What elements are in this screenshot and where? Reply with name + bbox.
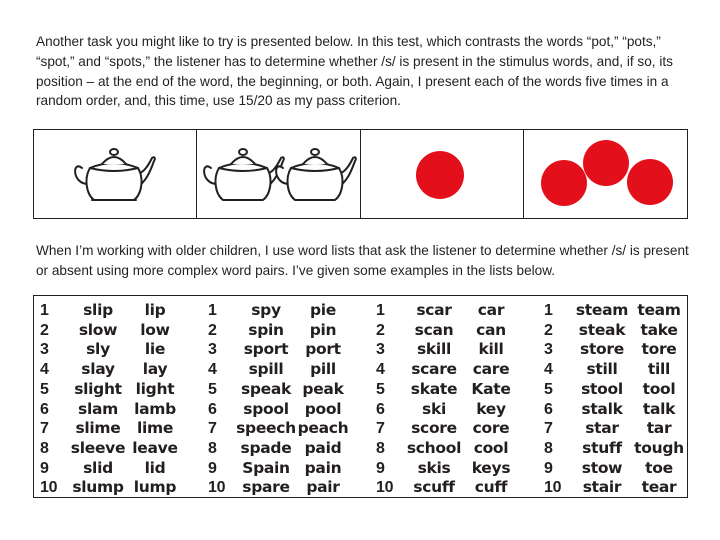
item-number: 5 [208,380,217,398]
s-word: sleeve [70,438,126,457]
pair-word: peach [297,419,349,438]
table-row [34,459,687,479]
pair-word: port [305,340,341,359]
word-list-table [33,295,688,498]
red-dot-icon [627,159,673,205]
pair-word: low [140,320,170,339]
table-row [34,360,687,380]
item-number: 9 [376,459,385,477]
s-word: skill [417,340,451,359]
intro-paragraph: Another task you might like to try is presented below. In this test, which contrasts the words “pot,” “pots,” “spot,” and “spots,” the listener has to determine whether /s/ is present in the stimulus words, and, if so, its position – at the end of the word, the beginning, or both. Again, I present each of the words five times in a random order, and, this time, use 15/20 as my pass criterion. [36,34,673,109]
s-word: score [411,419,457,438]
item-number: 1 [544,302,553,319]
pair-word: tool [642,379,676,398]
teapot-icon [204,149,284,200]
item-number: 6 [40,400,49,418]
s-word: spy [251,301,281,319]
s-word: sly [86,340,110,359]
item-number: 9 [544,459,553,477]
s-word: speak [240,379,292,398]
s-word: steak [578,320,626,339]
item-number: 6 [376,400,385,418]
item-number: 8 [40,439,49,457]
s-word: stair [582,478,622,497]
pair-word: keys [471,458,511,477]
pair-word: peak [302,379,344,398]
item-number: 8 [544,439,553,457]
s-word: slime [75,419,121,438]
pair-word: pie [309,301,337,319]
pair-word: take [640,320,678,339]
item-number: 2 [208,321,217,339]
item-number: 2 [544,321,553,339]
word-list-paragraph: When I’m working with older children, I use word lists that ask the listener to determine whether /s/ is present or absent using more complex word pairs. I’ve given some examples in the lists below. [36,243,689,278]
table-row [34,301,687,321]
item-number: 1 [40,302,49,319]
s-word: slump [72,478,124,497]
picture-cell-spot [361,130,524,218]
pair-word: tear [641,478,677,497]
pair-word: car [477,301,505,319]
pair-word: team [637,301,681,319]
s-word: ski [422,399,446,418]
red-dot-icon [416,151,464,199]
item-number: 9 [40,459,49,477]
pair-word: toe [645,458,673,477]
s-word: scare [411,360,457,379]
s-word: skis [417,458,451,477]
pair-word: cuff [474,478,508,497]
item-number: 7 [208,420,217,438]
s-word: spin [248,320,284,339]
s-word: steam [575,301,629,319]
s-word: slight [74,379,122,398]
item-number: 7 [544,420,553,438]
pair-word: light [135,379,175,398]
pair-word: lamb [134,399,176,418]
pair-word: lip [144,301,166,319]
pair-word: till [647,360,671,379]
pair-word: pair [306,478,340,497]
red-dot-icon [541,160,587,206]
picture-cell-pot [34,130,197,218]
pair-word: pool [304,399,342,418]
s-word: star [585,419,619,438]
table-row [34,439,687,459]
teapot-icon [75,149,155,200]
s-word: speech [236,419,296,438]
item-number: 6 [208,400,217,418]
s-word: slip [83,301,113,319]
pair-word: pin [309,320,337,339]
pair-word: lid [144,458,166,477]
item-number: 4 [544,361,553,379]
s-word: spool [243,399,289,418]
teapot-icon [276,149,356,200]
item-number: 8 [208,439,217,457]
pair-word: lime [136,419,174,438]
picture-cell-spots [524,130,687,218]
item-number: 5 [40,380,49,398]
item-number: 7 [40,420,49,438]
item-number: 2 [376,321,385,339]
pair-word: tough [634,438,684,457]
s-word: spill [248,360,284,379]
pair-word: core [472,419,510,438]
s-word: slay [81,360,115,379]
s-word: slid [83,458,113,477]
s-word: school [406,438,462,457]
s-word: sport [243,340,289,359]
picture-cell-pots [197,130,361,218]
s-word: Spain [242,458,290,477]
s-word: stow [581,458,623,477]
pair-word: paid [304,438,342,457]
s-word: scan [414,320,454,339]
s-word: stalk [581,399,623,418]
s-word: scar [416,301,452,319]
item-number: 1 [376,302,385,319]
item-number: 7 [376,420,385,438]
item-number: 10 [376,479,394,497]
item-number: 4 [40,361,49,379]
table-row [34,380,687,400]
s-word: slam [78,399,118,418]
pair-word: pain [304,458,342,477]
item-number: 3 [208,341,217,359]
item-number: 10 [208,479,226,497]
table-row [34,478,687,498]
table-row [34,400,687,420]
s-word: spare [242,478,290,497]
pair-word: tar [646,419,672,438]
s-word: scuff [413,478,455,497]
pair-word: lay [142,360,168,379]
item-number: 1 [208,302,217,319]
pair-word: can [476,320,506,339]
item-number: 6 [544,400,553,418]
pair-word: talk [642,399,676,418]
item-number: 3 [544,341,553,359]
pair-word: lie [144,340,166,359]
item-number: 10 [40,479,58,497]
s-word: still [586,360,618,379]
pair-word: leave [132,438,178,457]
picture-strip [33,129,688,219]
pair-word: lump [133,478,177,497]
pair-word: cool [473,438,509,457]
pair-word: key [476,399,506,418]
pair-word: care [472,360,510,379]
pair-word: Kate [471,379,511,398]
s-word: skate [410,379,458,398]
pair-word: kill [478,340,504,359]
table-row [34,340,687,360]
item-number: 3 [40,341,49,359]
item-number: 4 [376,361,385,379]
table-row [34,321,687,341]
item-number: 4 [208,361,217,379]
item-number: 5 [376,380,385,398]
item-number: 10 [544,479,562,497]
pair-word: pill [310,360,336,379]
s-word: spade [240,438,292,457]
item-number: 5 [544,380,553,398]
item-number: 9 [208,459,217,477]
item-number: 8 [376,439,385,457]
s-word: stool [581,379,623,398]
s-word: store [580,340,624,359]
s-word: slow [78,320,118,339]
pair-word: tore [641,340,677,359]
item-number: 2 [40,321,49,339]
item-number: 3 [376,341,385,359]
red-dot-icon [583,140,629,186]
table-row [34,419,687,439]
s-word: stuff [582,438,622,457]
